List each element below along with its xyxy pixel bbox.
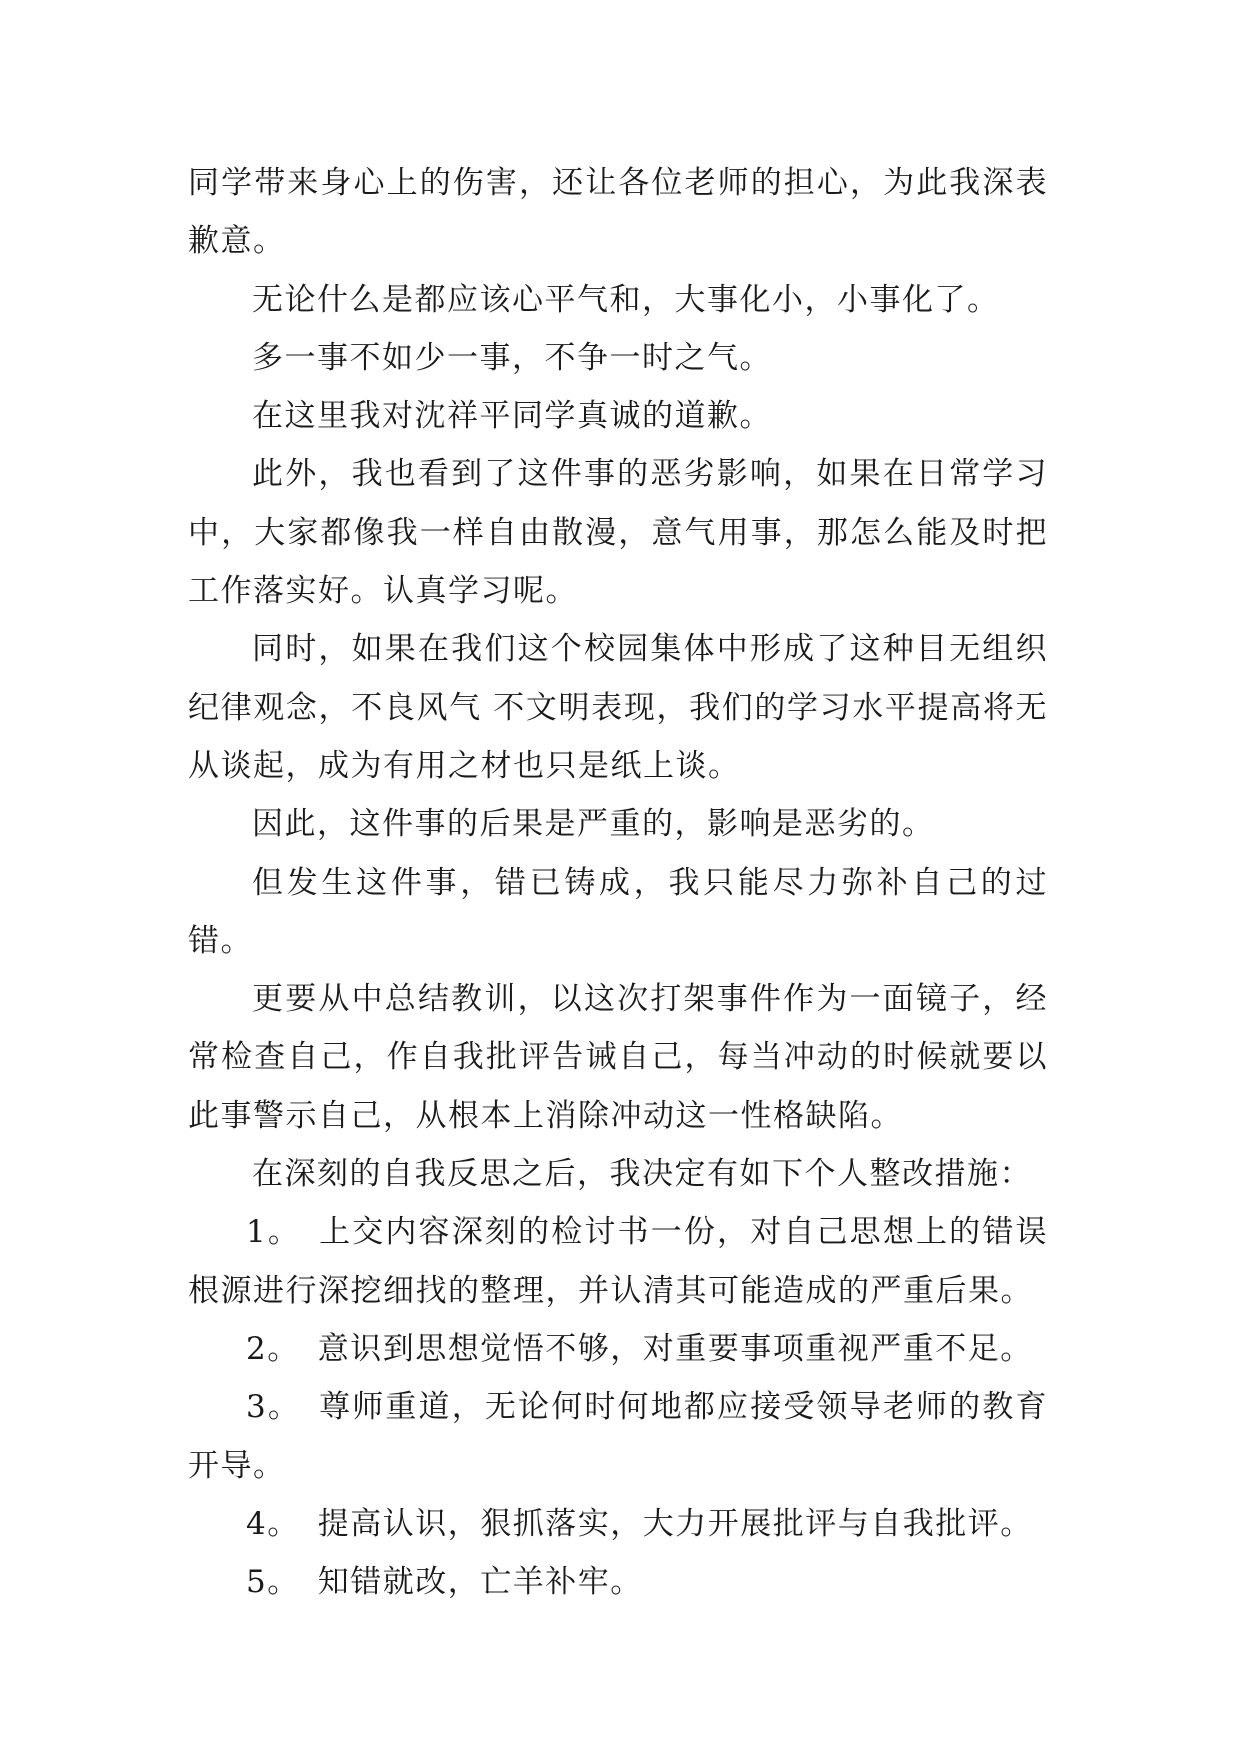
measure-item-3 (188, 1378, 1048, 1495)
measure-number: 4。 (246, 1505, 300, 1542)
measure-text: 尊师重道，无论何时何地都应接受领导老师的教育开导。 (188, 1389, 1048, 1484)
paragraph: 更要从中总结教训，以这次打架事件作为一面镜子，经常检查自己，作自我批评告诫自己，每当冲动的时候就要以此事警示自己，从根本上消除冲动这一性格缺陷。 (188, 981, 1048, 1134)
measure-number: 1。 (246, 1214, 302, 1251)
measure-number: 3。 (246, 1389, 302, 1426)
measure-item-1 (188, 1203, 1048, 1320)
measure-text: 意识到思想觉悟不够，对重要事项重视严重不足。 (317, 1330, 1033, 1367)
paragraph: 同时，如果在我们这个校园集体中形成了这种目无组织纪律观念，不良风气 不文明表现，我们的学习水平提高将无从谈起，成为有用之材也只是纸上谈。 (188, 631, 1048, 784)
paragraph: 同学带来身心上的伤害，还让各位老师的担心，为此我深表歉意。 (188, 165, 1048, 260)
measure-item-5 (188, 1553, 1048, 1611)
measure-number: 2。 (246, 1330, 300, 1367)
paragraph: 因此，这件事的后果是严重的，影响是恶劣的。 (252, 806, 935, 843)
paragraph: 在这里我对沈祥平同学真诚的道歉。 (252, 398, 772, 435)
measure-item-4 (188, 1495, 1048, 1553)
paragraph: 无论什么是都应该心平气和，大事化小，小事化了。 (252, 281, 1000, 318)
document-body (188, 154, 1048, 1611)
measure-text: 知错就改，亡羊补牢。 (317, 1564, 643, 1601)
measure-item-2 (188, 1320, 1048, 1378)
paragraph: 此外，我也看到了这件事的恶劣影响，如果在日常学习中，大家都像我一样自由散漫，意气用事，那怎么能及时把工作落实好。认真学习呢。 (188, 456, 1048, 610)
measure-text: 提高认识，狠抓落实，大力开展批评与自我批评。 (317, 1505, 1033, 1542)
measure-number: 5。 (246, 1564, 300, 1601)
measure-text: 上交内容深刻的检讨书一份，对自己思想上的错误根源进行深挖细找的整理，并认清其可能造成的严重后果。 (188, 1214, 1048, 1309)
paragraph: 多一事不如少一事，不争一时之气。 (252, 339, 772, 376)
paragraph: 在深刻的自我反思之后，我决定有如下个人整改措施： (252, 1156, 1032, 1193)
paragraph: 但发生这件事，错已铸成，我只能尽力弥补自己的过错。 (188, 864, 1048, 959)
